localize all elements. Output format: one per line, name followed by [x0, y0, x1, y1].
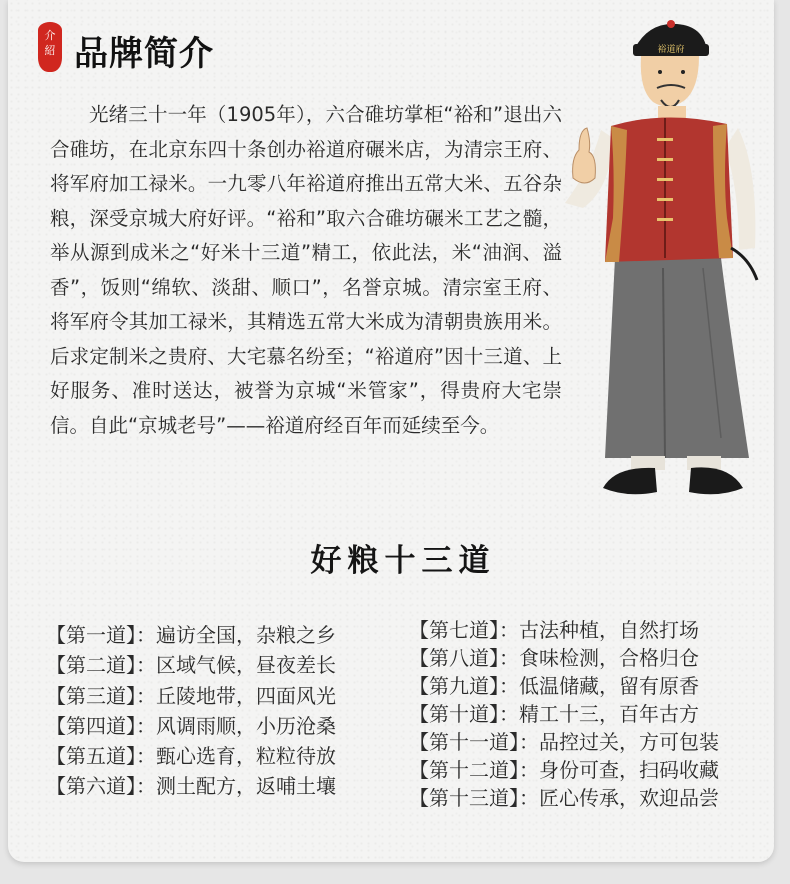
step-item	[46, 650, 336, 680]
seal-logo	[38, 22, 62, 72]
seal-char-2: 紹	[44, 44, 56, 57]
step-text: ：身份可查，扫码收藏	[519, 758, 719, 782]
step-tag: 【第五道】	[46, 744, 136, 769]
step-tag: 【第四道】	[46, 713, 136, 738]
step-item	[46, 771, 336, 801]
step-text: ：测土配方，返哺土壤	[136, 774, 336, 799]
step-item	[409, 616, 719, 644]
step-tag: 【第八道】	[409, 646, 499, 670]
content-card	[8, 0, 774, 862]
step-text: ：遍访全国，杂粮之乡	[136, 623, 336, 647]
step-item	[409, 700, 719, 728]
step-tag: 【第九道】	[409, 674, 499, 698]
step-item	[409, 756, 719, 784]
step-item	[46, 741, 336, 771]
step-tag: 【第十二道】	[409, 758, 519, 782]
step-item	[409, 784, 719, 812]
intro-paragraph: 光绪三十一年（1905年），六合碓坊掌柜“裕和”退出六合碓坊，在北京东四十条创办裕道府碾米店，为清宗王府、将军府加工禄米。一九零八年裕道府推出五常大米、五谷杂粮，深受京城大府好评。“裕和”取六合碓坊碾米工艺之髓，举从源到成米之“好米十三道”精工，依此法，米“油润、溢香”，饭则“绵软、淡甜、顺口”，名誉京城。清宗室王府、将军府令其加工禄米，其精选五常大米成为清朝贵族用米。后求定制米之贵府、大宅慕名纷至；“裕道府”因十三道、上好服务、准时送达，被誉为京城“米管家”，得贵府大宅崇信。自此“京城老号”——裕道府经百年而延续至今。	[50, 103, 562, 437]
step-item	[46, 711, 336, 741]
step-text: ：匠心传承，欢迎品尝	[519, 786, 719, 810]
step-text: ：古法种植，自然打场	[499, 618, 699, 642]
step-item	[409, 672, 719, 700]
step-tag: 【第十道】	[409, 702, 499, 726]
step-item	[46, 620, 336, 650]
merchant-illustration	[553, 18, 768, 503]
section-title: 品牌简介	[74, 34, 214, 74]
steps-right-column	[409, 616, 719, 812]
step-item	[46, 681, 336, 711]
step-item	[409, 644, 719, 672]
step-tag: 【第七道】	[409, 618, 499, 642]
step-tag: 【第三道】	[46, 683, 136, 708]
step-text: ：品控过关，方可包装	[519, 730, 719, 754]
hat-text: 裕道府	[657, 45, 685, 55]
step-text: ：甄心选育，粒粒待放	[136, 744, 336, 769]
step-tag: 【第十一道】	[409, 730, 519, 754]
step-tag: 【第二道】	[46, 653, 136, 678]
step-text: ：区域气候，昼夜差长	[136, 653, 336, 678]
step-tag: 【第一道】	[46, 623, 136, 647]
steps-left-column	[46, 620, 336, 802]
step-text: ：风调雨顺，小历沧桑	[136, 713, 336, 738]
step-text: ：低温储藏，留有原香	[499, 674, 699, 698]
step-item	[409, 728, 719, 756]
seal-char-1: 介	[44, 29, 56, 42]
step-text: ：精工十三，百年古方	[499, 702, 699, 726]
step-text: ：食味检测，合格归仓	[499, 646, 699, 670]
thirteen-steps-heading: 好粮十三道	[310, 543, 496, 579]
step-tag: 【第六道】	[46, 774, 136, 799]
step-text: ：丘陵地带，四面风光	[136, 683, 336, 708]
step-tag: 【第十三道】	[409, 786, 519, 810]
